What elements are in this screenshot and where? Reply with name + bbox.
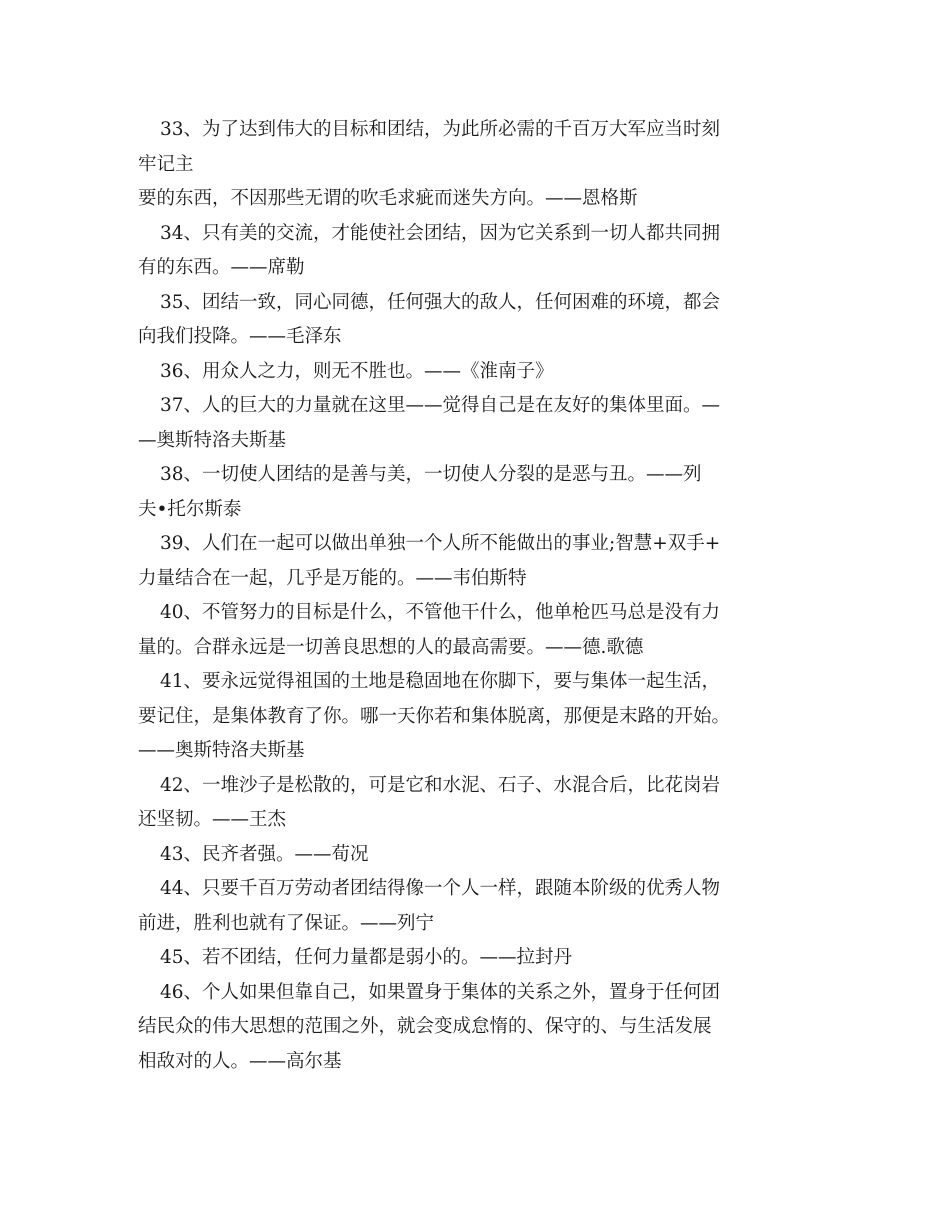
quote-35-line-1: 35、团结一致，同心同德，任何强大的敌人，任何困难的环境，都会 <box>160 291 721 313</box>
quote-42-line-1: 42、一堆沙子是松散的，可是它和水泥、石子、水混合后，比花岗岩 <box>160 774 721 796</box>
quote-41-line-3: ——奥斯特洛夫斯基 <box>138 740 305 761</box>
quote-44-line-2: 前进，胜利也就有了保证。——列宁 <box>138 912 435 934</box>
quote-45-line-1: 45、若不团结，任何力量都是弱小的。——拉封丹 <box>160 947 573 968</box>
quote-37-line-2: —奥斯特洛夫斯基 <box>138 429 287 451</box>
quote-40-line-1: 40、不管努力的目标是什么，不管他干什么，他单枪匹马总是没有力 <box>160 602 721 623</box>
quote-43-line-1: 43、民齐者强。——荀况 <box>160 843 369 865</box>
quote-39-line-2: 力量结合在一起，几乎是万能的。——韦伯斯特 <box>138 567 527 589</box>
quote-33-line-2: 牢记主 <box>138 153 194 175</box>
quote-41-line-2: 要记住，是集体教育了你。哪一天你若和集体脱离，那便是末路的开始。 <box>138 705 731 727</box>
quote-41-line-1: 41、要永远觉得祖国的土地是稳固地在你脚下，要与集体一起生活， <box>160 671 721 692</box>
quote-38-line-2: 夫•托尔斯泰 <box>138 498 242 520</box>
quote-46-line-2: 结民众的伟大思想的范围之外，就会变成怠惰的、保守的、与生活发展 <box>138 1016 712 1037</box>
quote-36-line-1: 36、用众人之力，则无不胜也。——《淮南子》 <box>160 360 554 382</box>
quote-33-line-3: 要的东西，不因那些无谓的吹毛求疵而迷失方向。——恩格斯 <box>138 188 638 209</box>
quote-37-line-1: 37、人的巨大的力量就在这里——觉得自己是在友好的集体里面。— <box>160 395 721 416</box>
quote-list <box>138 113 828 1079</box>
quote-39-line-1: 39、人们在一起可以做出单独一个人所不能做出的事业;智慧+双手+ <box>160 533 721 554</box>
quote-40-line-2: 量的。合群永远是一切善良思想的人的最高需要。——德.歌德 <box>138 636 644 658</box>
quote-44-line-1: 44、只要千百万劳动者团结得像一个人一样，跟随本阶级的优秀人物 <box>160 878 721 899</box>
quote-33-line-1: 33、为了达到伟大的目标和团结，为此所必需的千百万大军应当时刻 <box>160 119 721 140</box>
quote-38-line-1: 38、一切使人团结的是善与美，一切使人分裂的是恶与丑。——列 <box>160 464 702 485</box>
quote-46-line-3: 相敌对的人。——高尔基 <box>138 1050 342 1072</box>
quote-35-line-2: 向我们投降。——毛泽东 <box>138 326 342 347</box>
quote-34-line-1: 34、只有美的交流，才能使社会团结，因为它关系到一切人都共同拥 <box>160 222 721 244</box>
quote-46-line-1: 46、个人如果但靠自己，如果置身于集体的关系之外，置身于任何团 <box>160 981 721 1003</box>
quote-42-line-2: 还坚韧。——王杰 <box>138 809 287 830</box>
quote-34-line-2: 有的东西。——席勒 <box>138 257 305 278</box>
